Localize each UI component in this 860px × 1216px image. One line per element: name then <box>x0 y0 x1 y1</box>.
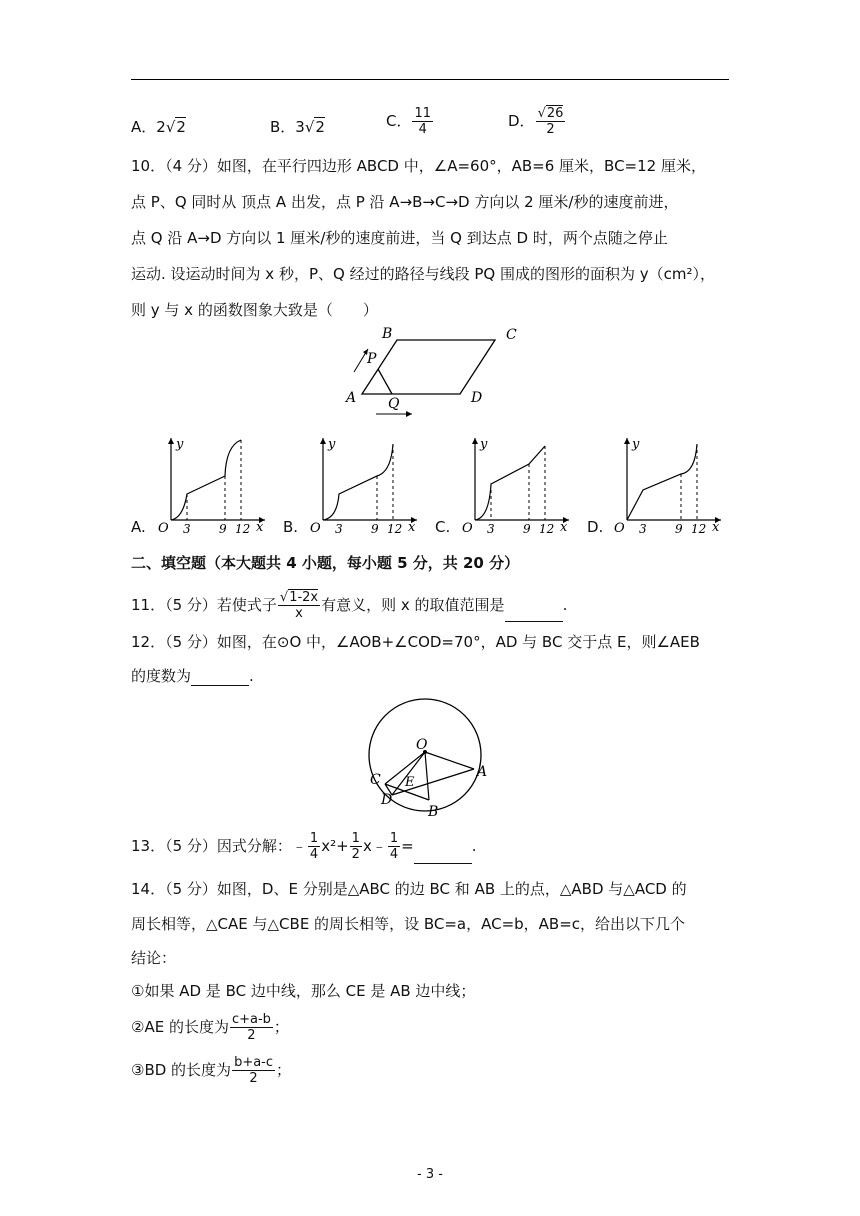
q12-line-2: 的度数为 . <box>131 667 254 685</box>
q14-line-3: 结论： <box>131 949 177 967</box>
svg-text:x: x <box>256 520 264 535</box>
q9-option-a: A．2√2 <box>131 118 186 136</box>
figure-label-a: A <box>346 390 357 406</box>
q9-option-b: B．3√2 <box>270 118 325 136</box>
svg-text:y: y <box>632 437 640 452</box>
svg-text:O: O <box>614 521 625 536</box>
q10-line-5: 则 y 与 x 的函数图象大致是（ ） <box>131 301 378 319</box>
svg-text:O: O <box>158 521 169 536</box>
q14-conclusion-3: ③BD 的长度为 $\frac{b+a-c}{2}$ ； <box>131 1055 292 1086</box>
svg-text:y: y <box>176 437 184 452</box>
svg-text:12: 12 <box>387 522 403 536</box>
graph-option-b-label: B. <box>283 518 299 536</box>
q11-answer-blank <box>505 607 563 622</box>
q14-line-2: 周长相等，△CAE 与△CBE 的周长相等，设 BC=a，AC=b，AB=c，给出以下几个 <box>131 915 686 933</box>
section-heading-fill-blank: 二、填空题（本大题共 4 小题，每小题 5 分，共 20 分） <box>131 554 520 572</box>
svg-text:3: 3 <box>335 522 343 536</box>
q10-line-3: 点 Q 沿 A→D 方向以 1 厘米/秒的速度前进，当 Q 到达点 D 时，两个点随之停止 <box>131 229 668 247</box>
figure-label-p: P <box>367 351 377 367</box>
svg-text:9: 9 <box>219 522 227 536</box>
q12-line-1: 12．（5 分）如图，在⊙O 中，∠AOB+∠COD=70°，AD 与 BC 交于点 E，则∠AEB <box>131 633 700 651</box>
svg-text:x: x <box>560 520 568 535</box>
figure-label-b: B <box>382 326 393 342</box>
graph-a <box>153 432 273 537</box>
header-rule <box>131 79 729 80</box>
circle-label-b: B <box>428 804 439 820</box>
q14-line-4: ①如果 AD 是 BC 边中线，那么 CE 是 AB 边中线； <box>131 982 476 1000</box>
q9-option-d: D． $\frac{√26}{2}$ <box>508 106 564 137</box>
svg-text:9: 9 <box>675 522 683 536</box>
graph-option-d-label: D. <box>587 518 604 536</box>
svg-text:12: 12 <box>235 522 251 536</box>
parallelogram-figure <box>340 322 530 422</box>
svg-text:12: 12 <box>539 522 555 536</box>
graph-d <box>609 432 729 537</box>
svg-text:9: 9 <box>371 522 379 536</box>
q12-answer-blank <box>191 671 249 686</box>
svg-text:x: x <box>408 520 416 535</box>
figure-label-d: D <box>471 390 483 406</box>
q10-line-2: 点 P、Q 同时从 顶点 A 出发，点 P 沿 A→B→C→D 方向以 2 厘米/秒的速度前进， <box>131 193 679 211</box>
circle-label-d: D <box>381 792 393 808</box>
circle-label-c: C <box>370 772 381 788</box>
svg-text:O: O <box>310 521 321 536</box>
svg-text:y: y <box>328 437 336 452</box>
figure-label-c: C <box>506 327 517 343</box>
q10-line-1: 10．（4 分）如图，在平行四边形 ABCD 中，∠A=60°，AB=6 厘米，BC=12 厘米， <box>131 157 706 175</box>
q14-line-1: 14．（5 分）如图，D、E 分别是△ABC 的边 BC 和 AB 上的点，△ABD 与△ACD 的 <box>131 880 687 898</box>
graph-option-a-label: A. <box>131 518 146 536</box>
graph-option-c-label: C. <box>435 518 451 536</box>
q14-conclusion-2: ②AE 的长度为 $\frac{c+a-b}{2}$ ； <box>131 1012 289 1043</box>
circle-label-e: E <box>405 775 415 790</box>
q13-answer-blank <box>414 849 472 864</box>
q9-option-c: C． $\frac{11}{4}$ <box>386 106 432 137</box>
svg-text:3: 3 <box>183 522 191 536</box>
page-number: - 3 - <box>417 1167 443 1182</box>
svg-text:12: 12 <box>691 522 707 536</box>
svg-text:x: x <box>712 520 720 535</box>
q13: 13．（5 分）因式分解：﹣ $\frac{1}{4}$ x²+ $\frac{1}{2}$ x﹣ $\frac{1}{4}$ = . <box>131 831 477 862</box>
q11: 11．（5 分）若使式子 $\frac{√1-2x}{x}$ 有意义，则 x 的取值范围是 . <box>131 590 568 621</box>
svg-text:O: O <box>462 521 473 536</box>
graph-b <box>305 432 425 537</box>
graph-c <box>457 432 577 537</box>
circle-figure <box>355 692 495 820</box>
circle-label-a: A <box>477 764 488 780</box>
q10-line-4: 运动. 设运动时间为 x 秒，P、Q 经过的路径与线段 PQ 围成的图形的面积为 y（cm²）， <box>131 265 715 283</box>
svg-text:9: 9 <box>523 522 531 536</box>
figure-label-q: Q <box>388 396 400 412</box>
svg-text:3: 3 <box>639 522 647 536</box>
svg-text:y: y <box>480 437 488 452</box>
circle-label-o: O <box>416 737 428 753</box>
svg-text:3: 3 <box>487 522 495 536</box>
